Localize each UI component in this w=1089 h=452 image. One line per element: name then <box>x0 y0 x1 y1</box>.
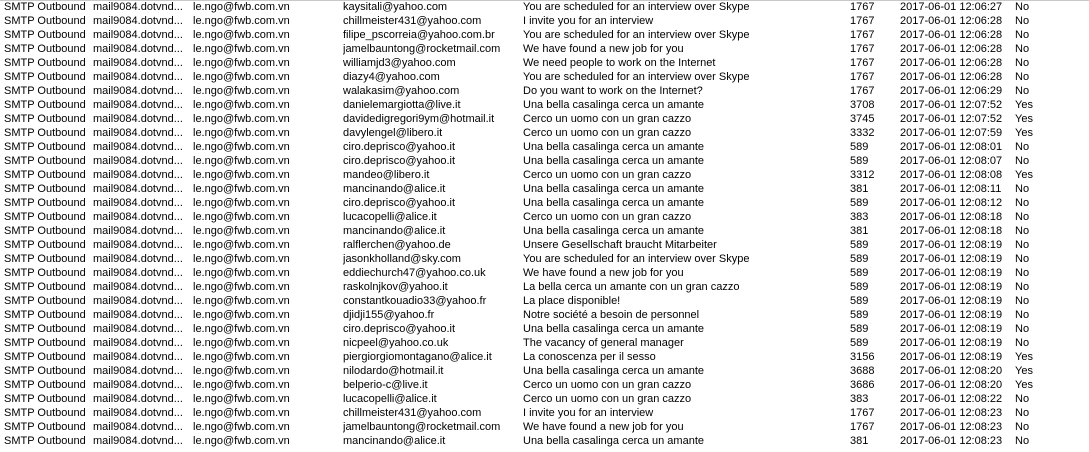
server-cell: mail9084.dotvnd... <box>93 337 183 349</box>
flag-cell: Yes <box>1015 127 1033 139</box>
table-row[interactable] <box>0 238 1089 252</box>
subject-cell: I invite you for an interview <box>523 15 654 27</box>
server-cell: mail9084.dotvnd... <box>93 407 183 419</box>
flag-cell: No <box>1015 309 1030 321</box>
flag-cell: No <box>1015 15 1030 27</box>
recipient-cell: mandeo@libero.it <box>343 169 430 181</box>
table-row[interactable] <box>0 364 1089 378</box>
subject-cell: You are scheduled for an interview over Skype <box>523 71 750 83</box>
flag-cell: No <box>1015 225 1030 237</box>
sender-cell: le.ngo@fwb.com.vn <box>193 309 290 321</box>
connector-cell: SMTP Outbound <box>4 127 86 139</box>
recipient-cell: davidedigregori9ym@hotmail.it <box>343 113 495 125</box>
timestamp-cell: 2017-06-01 12:06:28 <box>900 57 1003 69</box>
timestamp-cell: 2017-06-01 12:08:08 <box>900 169 1003 181</box>
server-cell: mail9084.dotvnd... <box>93 435 183 447</box>
subject-cell: We have found a new job for you <box>523 43 684 55</box>
flag-cell: No <box>1015 211 1030 223</box>
sender-cell: le.ngo@fwb.com.vn <box>193 141 290 153</box>
server-cell: mail9084.dotvnd... <box>93 99 183 111</box>
subject-cell: Cerco un uomo con un gran cazzo <box>523 169 692 181</box>
size-cell: 1767 <box>850 29 875 41</box>
sender-cell: le.ngo@fwb.com.vn <box>193 379 290 391</box>
flag-cell: Yes <box>1015 113 1033 125</box>
server-cell: mail9084.dotvnd... <box>93 141 183 153</box>
size-cell: 383 <box>850 393 869 405</box>
flag-cell: No <box>1015 239 1030 251</box>
connector-cell: SMTP Outbound <box>4 99 86 111</box>
sender-cell: le.ngo@fwb.com.vn <box>193 435 290 447</box>
server-cell: mail9084.dotvnd... <box>93 57 183 69</box>
table-row[interactable] <box>0 420 1089 434</box>
sender-cell: le.ngo@fwb.com.vn <box>193 281 290 293</box>
recipient-cell: chillmeister431@yahoo.com <box>343 15 482 27</box>
server-cell: mail9084.dotvnd... <box>93 197 183 209</box>
subject-cell: The vacancy of general manager <box>523 337 684 349</box>
size-cell: 1767 <box>850 421 875 433</box>
timestamp-cell: 2017-06-01 12:08:19 <box>900 267 1003 279</box>
server-cell: mail9084.dotvnd... <box>93 127 183 139</box>
subject-cell: La bella cerca un amante con un gran cazzo <box>523 281 740 293</box>
table-row[interactable] <box>0 42 1089 56</box>
sender-cell: le.ngo@fwb.com.vn <box>193 407 290 419</box>
server-cell: mail9084.dotvnd... <box>93 169 183 181</box>
server-cell: mail9084.dotvnd... <box>93 281 183 293</box>
connector-cell: SMTP Outbound <box>4 155 86 167</box>
subject-cell: Cerco un uomo con un gran cazzo <box>523 127 692 139</box>
sender-cell: le.ngo@fwb.com.vn <box>193 15 290 27</box>
timestamp-cell: 2017-06-01 12:08:12 <box>900 197 1003 209</box>
recipient-cell: eddiechurch47@yahoo.co.uk <box>343 267 486 279</box>
sender-cell: le.ngo@fwb.com.vn <box>193 29 290 41</box>
subject-cell: You are scheduled for an interview over Skype <box>523 29 750 41</box>
connector-cell: SMTP Outbound <box>4 1 86 13</box>
size-cell: 381 <box>850 183 869 195</box>
recipient-cell: davylengel@libero.it <box>343 127 443 139</box>
recipient-cell: djidji155@yahoo.fr <box>343 309 435 321</box>
server-cell: mail9084.dotvnd... <box>93 43 183 55</box>
flag-cell: No <box>1015 253 1030 265</box>
server-cell: mail9084.dotvnd... <box>93 1 183 13</box>
table-row[interactable] <box>0 434 1089 448</box>
size-cell: 3332 <box>850 127 875 139</box>
sender-cell: le.ngo@fwb.com.vn <box>193 197 290 209</box>
table-row[interactable] <box>0 210 1089 224</box>
size-cell: 3312 <box>850 169 875 181</box>
sender-cell: le.ngo@fwb.com.vn <box>193 99 290 111</box>
subject-cell: Una bella casalinga cerca un amante <box>523 197 705 209</box>
server-cell: mail9084.dotvnd... <box>93 421 183 433</box>
server-cell: mail9084.dotvnd... <box>93 155 183 167</box>
recipient-cell: ralflerchen@yahoo.de <box>343 239 451 251</box>
sender-cell: le.ngo@fwb.com.vn <box>193 267 290 279</box>
timestamp-cell: 2017-06-01 12:08:19 <box>900 351 1003 363</box>
flag-cell: No <box>1015 281 1030 293</box>
size-cell: 1767 <box>850 71 875 83</box>
recipient-cell: piergiorgiomontagano@alice.it <box>343 351 492 363</box>
subject-cell: We need people to work on the Internet <box>523 57 716 69</box>
server-cell: mail9084.dotvnd... <box>93 15 183 27</box>
flag-cell: No <box>1015 155 1030 167</box>
flag-cell: Yes <box>1015 365 1033 377</box>
sender-cell: le.ngo@fwb.com.vn <box>193 323 290 335</box>
table-row[interactable] <box>0 28 1089 42</box>
flag-cell: No <box>1015 1 1030 13</box>
size-cell: 3686 <box>850 379 875 391</box>
table-row[interactable] <box>0 196 1089 210</box>
size-cell: 589 <box>850 253 869 265</box>
connector-cell: SMTP Outbound <box>4 225 86 237</box>
size-cell: 1767 <box>850 43 875 55</box>
subject-cell: Cerco un uomo con un gran cazzo <box>523 211 692 223</box>
flag-cell: Yes <box>1015 99 1033 111</box>
table-row[interactable] <box>0 14 1089 28</box>
table-row[interactable] <box>0 392 1089 406</box>
sender-cell: le.ngo@fwb.com.vn <box>193 57 290 69</box>
table-row[interactable] <box>0 308 1089 322</box>
recipient-cell: constantkouadio33@yahoo.fr <box>343 295 487 307</box>
timestamp-cell: 2017-06-01 12:06:29 <box>900 85 1003 97</box>
sender-cell: le.ngo@fwb.com.vn <box>193 393 290 405</box>
timestamp-cell: 2017-06-01 12:08:19 <box>900 337 1003 349</box>
subject-cell: You are scheduled for an interview over Skype <box>523 253 750 265</box>
recipient-cell: lucacopelli@alice.it <box>343 211 437 223</box>
recipient-cell: jasonkholland@sky.com <box>343 253 461 265</box>
subject-cell: You are scheduled for an interview over Skype <box>523 1 750 13</box>
timestamp-cell: 2017-06-01 12:08:18 <box>900 211 1003 223</box>
size-cell: 589 <box>850 337 869 349</box>
server-cell: mail9084.dotvnd... <box>93 239 183 251</box>
flag-cell: No <box>1015 421 1030 433</box>
connector-cell: SMTP Outbound <box>4 113 86 125</box>
server-cell: mail9084.dotvnd... <box>93 267 183 279</box>
table-row[interactable] <box>0 0 1089 14</box>
recipient-cell: ciro.deprisco@yahoo.it <box>343 141 456 153</box>
timestamp-cell: 2017-06-01 12:08:19 <box>900 239 1003 251</box>
connector-cell: SMTP Outbound <box>4 267 86 279</box>
subject-cell: Do you want to work on the Internet? <box>523 85 703 97</box>
server-cell: mail9084.dotvnd... <box>93 309 183 321</box>
timestamp-cell: 2017-06-01 12:08:19 <box>900 295 1003 307</box>
subject-cell: Unsere Gesellschaft braucht Mitarbeiter <box>523 239 717 251</box>
connector-cell: SMTP Outbound <box>4 71 86 83</box>
sender-cell: le.ngo@fwb.com.vn <box>193 337 290 349</box>
timestamp-cell: 2017-06-01 12:08:22 <box>900 393 1003 405</box>
size-cell: 3708 <box>850 99 875 111</box>
table-row[interactable] <box>0 98 1089 112</box>
recipient-cell: danielemargiotta@live.it <box>343 99 461 111</box>
timestamp-cell: 2017-06-01 12:08:23 <box>900 407 1003 419</box>
subject-cell: Notre société a besoin de personnel <box>523 309 700 321</box>
size-cell: 589 <box>850 267 869 279</box>
table-row[interactable] <box>0 252 1089 266</box>
connector-cell: SMTP Outbound <box>4 407 86 419</box>
recipient-cell: williamjd3@yahoo.com <box>343 57 456 69</box>
flag-cell: No <box>1015 43 1030 55</box>
subject-cell: I invite you for an interview <box>523 407 654 419</box>
flag-cell: No <box>1015 141 1030 153</box>
connector-cell: SMTP Outbound <box>4 43 86 55</box>
sender-cell: le.ngo@fwb.com.vn <box>193 253 290 265</box>
size-cell: 1767 <box>850 15 875 27</box>
flag-cell: No <box>1015 407 1030 419</box>
size-cell: 589 <box>850 155 869 167</box>
connector-cell: SMTP Outbound <box>4 379 86 391</box>
subject-cell: Una bella casalinga cerca un amante <box>523 155 705 167</box>
server-cell: mail9084.dotvnd... <box>93 211 183 223</box>
connector-cell: SMTP Outbound <box>4 85 86 97</box>
recipient-cell: chillmeister431@yahoo.com <box>343 407 482 419</box>
sender-cell: le.ngo@fwb.com.vn <box>193 421 290 433</box>
timestamp-cell: 2017-06-01 12:08:01 <box>900 141 1003 153</box>
connector-cell: SMTP Outbound <box>4 323 86 335</box>
connector-cell: SMTP Outbound <box>4 169 86 181</box>
flag-cell: Yes <box>1015 351 1033 363</box>
flag-cell: No <box>1015 85 1030 97</box>
size-cell: 383 <box>850 211 869 223</box>
sender-cell: le.ngo@fwb.com.vn <box>193 239 290 251</box>
sender-cell: le.ngo@fwb.com.vn <box>193 155 290 167</box>
recipient-cell: lucacopelli@alice.it <box>343 393 437 405</box>
timestamp-cell: 2017-06-01 12:06:28 <box>900 71 1003 83</box>
subject-cell: Cerco un uomo con un gran cazzo <box>523 113 692 125</box>
subject-cell: La place disponible! <box>523 295 621 307</box>
server-cell: mail9084.dotvnd... <box>93 393 183 405</box>
flag-cell: No <box>1015 29 1030 41</box>
size-cell: 3156 <box>850 351 875 363</box>
size-cell: 1767 <box>850 407 875 419</box>
server-cell: mail9084.dotvnd... <box>93 295 183 307</box>
recipient-cell: jamelbauntong@rocketmail.com <box>343 43 501 55</box>
table-row[interactable] <box>0 168 1089 182</box>
recipient-cell: belperio-c@live.it <box>343 379 428 391</box>
size-cell: 1767 <box>850 1 875 13</box>
sender-cell: le.ngo@fwb.com.vn <box>193 43 290 55</box>
subject-cell: La conoscenza per il sesso <box>523 351 656 363</box>
table-row[interactable] <box>0 406 1089 420</box>
recipient-cell: walakasim@yahoo.com <box>343 85 460 97</box>
subject-cell: We have found a new job for you <box>523 267 684 279</box>
timestamp-cell: 2017-06-01 12:08:19 <box>900 323 1003 335</box>
recipient-cell: jamelbauntong@rocketmail.com <box>343 421 501 433</box>
size-cell: 589 <box>850 141 869 153</box>
subject-cell: Cerco un uomo con un gran cazzo <box>523 379 692 391</box>
flag-cell: No <box>1015 393 1030 405</box>
table-row[interactable] <box>0 182 1089 196</box>
flag-cell: No <box>1015 337 1030 349</box>
table-row[interactable] <box>0 266 1089 280</box>
recipient-cell: mancinando@alice.it <box>343 225 446 237</box>
connector-cell: SMTP Outbound <box>4 393 86 405</box>
size-cell: 1767 <box>850 57 875 69</box>
timestamp-cell: 2017-06-01 12:08:20 <box>900 365 1003 377</box>
subject-cell: Una bella casalinga cerca un amante <box>523 435 705 447</box>
recipient-cell: raskolnjkov@yahoo.it <box>343 281 448 293</box>
timestamp-cell: 2017-06-01 12:06:28 <box>900 43 1003 55</box>
server-cell: mail9084.dotvnd... <box>93 71 183 83</box>
server-cell: mail9084.dotvnd... <box>93 225 183 237</box>
connector-cell: SMTP Outbound <box>4 211 86 223</box>
connector-cell: SMTP Outbound <box>4 435 86 447</box>
connector-cell: SMTP Outbound <box>4 421 86 433</box>
table-row[interactable] <box>0 112 1089 126</box>
server-cell: mail9084.dotvnd... <box>93 351 183 363</box>
size-cell: 381 <box>850 435 869 447</box>
connector-cell: SMTP Outbound <box>4 197 86 209</box>
connector-cell: SMTP Outbound <box>4 239 86 251</box>
sender-cell: le.ngo@fwb.com.vn <box>193 351 290 363</box>
sender-cell: le.ngo@fwb.com.vn <box>193 295 290 307</box>
table-row[interactable] <box>0 322 1089 336</box>
sender-cell: le.ngo@fwb.com.vn <box>193 169 290 181</box>
recipient-cell: diazy4@yahoo.com <box>343 71 440 83</box>
recipient-cell: ciro.deprisco@yahoo.it <box>343 323 456 335</box>
connector-cell: SMTP Outbound <box>4 29 86 41</box>
flag-cell: No <box>1015 57 1030 69</box>
timestamp-cell: 2017-06-01 12:08:07 <box>900 155 1003 167</box>
recipient-cell: nicpeel@yahoo.co.uk <box>343 337 449 349</box>
timestamp-cell: 2017-06-01 12:06:28 <box>900 29 1003 41</box>
table-row[interactable] <box>0 56 1089 70</box>
recipient-cell: nilodardo@hotmail.it <box>343 365 444 377</box>
connector-cell: SMTP Outbound <box>4 365 86 377</box>
flag-cell: Yes <box>1015 169 1033 181</box>
sender-cell: le.ngo@fwb.com.vn <box>193 85 290 97</box>
timestamp-cell: 2017-06-01 12:07:59 <box>900 127 1003 139</box>
subject-cell: Una bella casalinga cerca un amante <box>523 183 705 195</box>
sender-cell: le.ngo@fwb.com.vn <box>193 211 290 223</box>
timestamp-cell: 2017-06-01 12:07:52 <box>900 99 1003 111</box>
server-cell: mail9084.dotvnd... <box>93 323 183 335</box>
timestamp-cell: 2017-06-01 12:08:20 <box>900 379 1003 391</box>
server-cell: mail9084.dotvnd... <box>93 365 183 377</box>
sender-cell: le.ngo@fwb.com.vn <box>193 183 290 195</box>
sender-cell: le.ngo@fwb.com.vn <box>193 113 290 125</box>
connector-cell: SMTP Outbound <box>4 15 86 27</box>
flag-cell: Yes <box>1015 379 1033 391</box>
size-cell: 589 <box>850 309 869 321</box>
recipient-cell: kaysitali@yahoo.com <box>343 1 448 13</box>
subject-cell: Una bella casalinga cerca un amante <box>523 141 705 153</box>
timestamp-cell: 2017-06-01 12:08:18 <box>900 225 1003 237</box>
subject-cell: Una bella casalinga cerca un amante <box>523 99 705 111</box>
subject-cell: Una bella casalinga cerca un amante <box>523 365 705 377</box>
recipient-cell: mancinando@alice.it <box>343 183 446 195</box>
flag-cell: No <box>1015 183 1030 195</box>
recipient-cell: ciro.deprisco@yahoo.it <box>343 197 456 209</box>
table-row[interactable] <box>0 336 1089 350</box>
timestamp-cell: 2017-06-01 12:07:52 <box>900 113 1003 125</box>
connector-cell: SMTP Outbound <box>4 253 86 265</box>
server-cell: mail9084.dotvnd... <box>93 253 183 265</box>
table-row[interactable] <box>0 224 1089 238</box>
subject-cell: Cerco un uomo con un gran cazzo <box>523 393 692 405</box>
table-row[interactable] <box>0 126 1089 140</box>
size-cell: 1767 <box>850 85 875 97</box>
subject-cell: Una bella casalinga cerca un amante <box>523 323 705 335</box>
connector-cell: SMTP Outbound <box>4 281 86 293</box>
size-cell: 3745 <box>850 113 875 125</box>
size-cell: 589 <box>850 323 869 335</box>
connector-cell: SMTP Outbound <box>4 295 86 307</box>
timestamp-cell: 2017-06-01 12:08:23 <box>900 435 1003 447</box>
size-cell: 589 <box>850 281 869 293</box>
timestamp-cell: 2017-06-01 12:08:19 <box>900 253 1003 265</box>
timestamp-cell: 2017-06-01 12:08:19 <box>900 309 1003 321</box>
table-row[interactable] <box>0 84 1089 98</box>
timestamp-cell: 2017-06-01 12:08:23 <box>900 421 1003 433</box>
flag-cell: No <box>1015 295 1030 307</box>
sender-cell: le.ngo@fwb.com.vn <box>193 225 290 237</box>
timestamp-cell: 2017-06-01 12:08:11 <box>900 183 1002 195</box>
table-row[interactable] <box>0 280 1089 294</box>
connector-cell: SMTP Outbound <box>4 183 86 195</box>
recipient-cell: ciro.deprisco@yahoo.it <box>343 155 456 167</box>
table-row[interactable] <box>0 378 1089 392</box>
sender-cell: le.ngo@fwb.com.vn <box>193 71 290 83</box>
connector-cell: SMTP Outbound <box>4 309 86 321</box>
recipient-cell: filipe_pscorreia@yahoo.com.br <box>343 29 495 41</box>
table-row[interactable] <box>0 140 1089 154</box>
flag-cell: No <box>1015 71 1030 83</box>
sender-cell: le.ngo@fwb.com.vn <box>193 127 290 139</box>
recipient-cell: mancinando@alice.it <box>343 435 446 447</box>
size-cell: 589 <box>850 295 869 307</box>
timestamp-cell: 2017-06-01 12:06:28 <box>900 15 1003 27</box>
flag-cell: No <box>1015 197 1030 209</box>
flag-cell: No <box>1015 323 1030 335</box>
timestamp-cell: 2017-06-01 12:06:27 <box>900 1 1003 13</box>
connector-cell: SMTP Outbound <box>4 141 86 153</box>
size-cell: 381 <box>850 225 869 237</box>
subject-cell: We have found a new job for you <box>523 421 684 433</box>
table-row[interactable] <box>0 294 1089 308</box>
table-row[interactable] <box>0 70 1089 84</box>
size-cell: 589 <box>850 197 869 209</box>
server-cell: mail9084.dotvnd... <box>93 379 183 391</box>
connector-cell: SMTP Outbound <box>4 351 86 363</box>
sender-cell: le.ngo@fwb.com.vn <box>193 1 290 13</box>
timestamp-cell: 2017-06-01 12:08:19 <box>900 281 1003 293</box>
sender-cell: le.ngo@fwb.com.vn <box>193 365 290 377</box>
size-cell: 3688 <box>850 365 875 377</box>
connector-cell: SMTP Outbound <box>4 337 86 349</box>
flag-cell: No <box>1015 435 1030 447</box>
table-row[interactable] <box>0 350 1089 364</box>
server-cell: mail9084.dotvnd... <box>93 113 183 125</box>
server-cell: mail9084.dotvnd... <box>93 29 183 41</box>
flag-cell: No <box>1015 267 1030 279</box>
subject-cell: Una bella casalinga cerca un amante <box>523 225 705 237</box>
server-cell: mail9084.dotvnd... <box>93 85 183 97</box>
size-cell: 589 <box>850 239 869 251</box>
server-cell: mail9084.dotvnd... <box>93 183 183 195</box>
connector-cell: SMTP Outbound <box>4 57 86 69</box>
table-row[interactable] <box>0 154 1089 168</box>
